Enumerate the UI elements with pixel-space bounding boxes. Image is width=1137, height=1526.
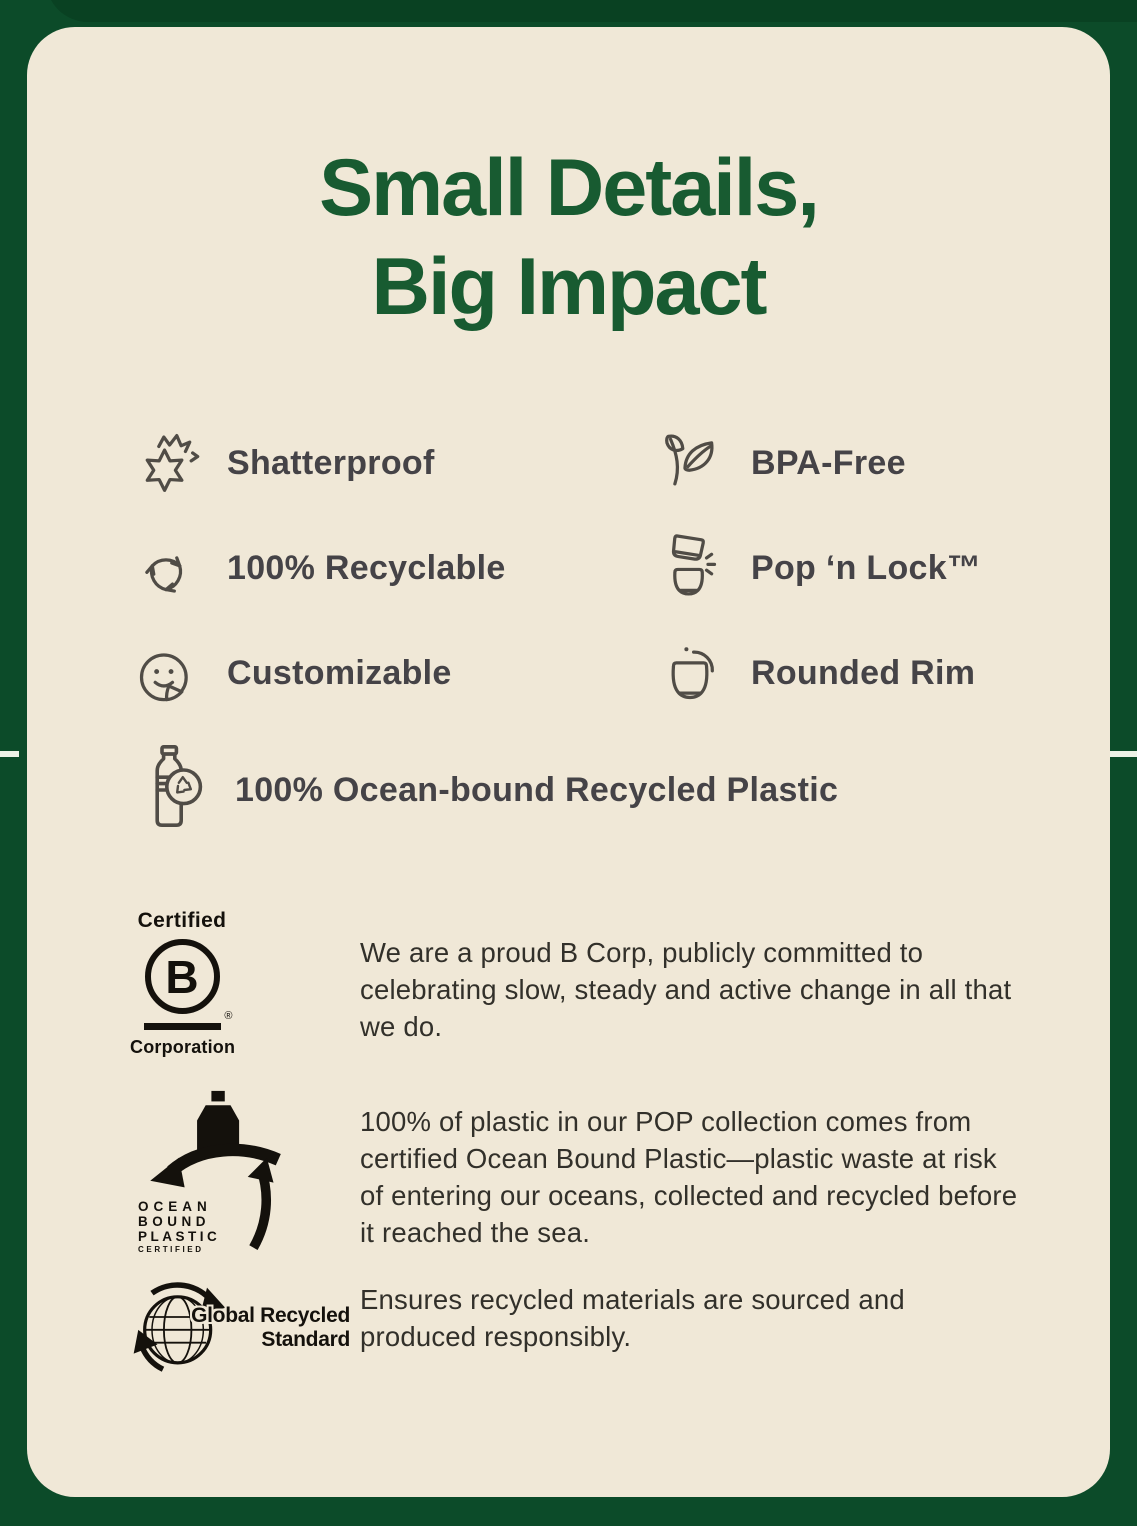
b-corp-circle <box>145 939 220 1014</box>
ocean-bound-plastic-description: 100% of plastic in our POP collection comes from certified Ocean Bound Plastic—plastic waste at risk of entering our oceans, collected and recycled before it reached the sea. <box>360 1106 1018 1248</box>
rounded-cup-icon <box>654 637 726 709</box>
b-corp-corporation-text: Corporation <box>130 1037 236 1057</box>
carousel-prev-marker[interactable] <box>0 751 19 757</box>
obp-text-bound: BOUND <box>138 1214 210 1230</box>
feature-label: 100% Ocean-bound Recycled Plastic <box>235 770 839 809</box>
feature-label: Rounded Rim <box>751 653 976 692</box>
recycle-icon <box>130 532 202 604</box>
feature-shatterproof <box>130 427 654 499</box>
b-corp-description: We are a proud B Corp, publicly committed to celebrating slow, steady and active change in all that we do. <box>360 937 1012 1042</box>
grs-text-line-2: Standard <box>261 1327 350 1351</box>
feature-label: BPA-Free <box>751 443 906 482</box>
smiley-sticker-icon <box>130 637 202 709</box>
page-title <box>27 139 1110 337</box>
feature-label: Customizable <box>227 653 452 692</box>
feature-list <box>130 427 981 838</box>
obp-text-ocean: OCEAN <box>138 1199 212 1214</box>
global-recycled-standard-description: Ensures recycled materials are sourced and produced responsibly. <box>360 1284 905 1352</box>
stacked-cups-icon <box>654 532 726 604</box>
feature-customizable <box>130 637 654 709</box>
title-line-1: Small Details, <box>319 143 818 233</box>
certification-ocean-bound-plastic <box>130 1085 1022 1261</box>
feature-label: Shatterproof <box>227 443 435 482</box>
leaf-icon <box>654 427 726 499</box>
feature-recyclable <box>130 532 654 604</box>
b-corp-bar <box>144 1023 221 1030</box>
certification-global-recycled-standard <box>130 1271 1022 1378</box>
bottle-recycle-icon <box>130 742 210 838</box>
global-recycled-standard-logo <box>130 1273 352 1378</box>
obp-text-plastic: PLASTIC <box>138 1229 221 1245</box>
feature-rounded-rim <box>654 637 981 709</box>
registered-mark: ® <box>224 1010 233 1022</box>
b-corp-logo <box>130 909 234 1058</box>
feature-pop-n-lock <box>654 532 981 604</box>
b-corp-certified-text: Certified <box>137 909 227 932</box>
ocean-bound-plastic-logo <box>130 1089 310 1261</box>
info-card <box>27 27 1110 1497</box>
feature-label: Pop ‘n Lock™ <box>751 548 982 587</box>
title-line-2: Big Impact <box>371 242 766 332</box>
feature-label: 100% Recyclable <box>227 548 506 587</box>
certification-b-corp <box>130 909 1022 1058</box>
obp-text-certified: CERTIFIED <box>138 1245 204 1255</box>
feature-ocean-bound <box>130 742 981 838</box>
feature-bpa-free <box>654 427 981 499</box>
carousel-next-marker[interactable] <box>1110 751 1137 757</box>
burst-icon <box>130 427 202 499</box>
b-corp-letter: B <box>165 950 199 1003</box>
grs-text-line-1: Global Recycled <box>191 1304 350 1327</box>
previous-slide-edge <box>46 0 1137 22</box>
